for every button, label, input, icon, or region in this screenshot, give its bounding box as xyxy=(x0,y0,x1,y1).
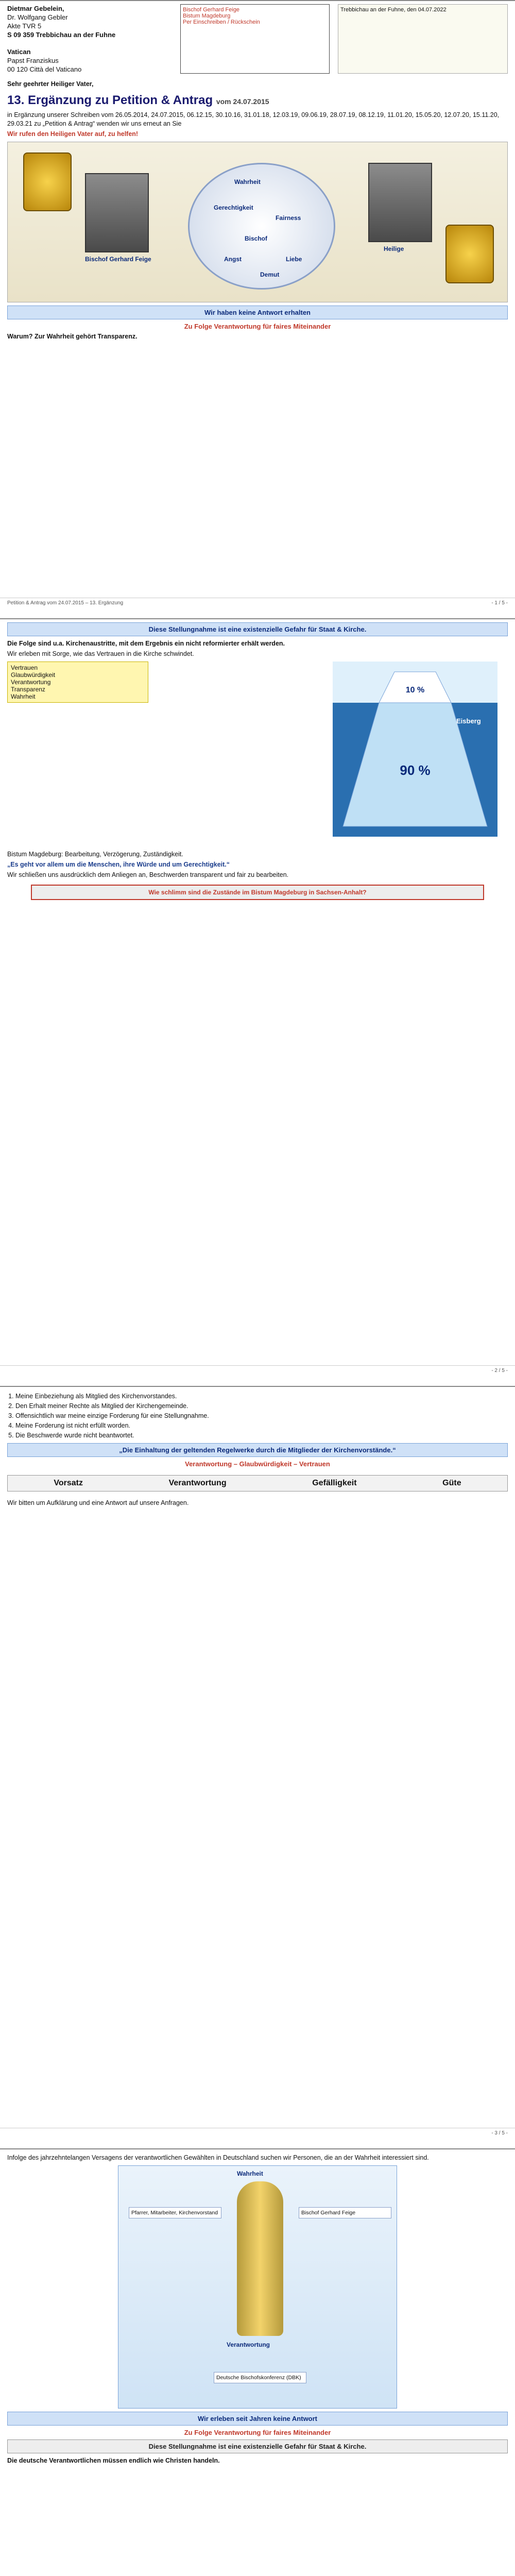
keyword: Vorsatz xyxy=(54,1479,83,1487)
call-out: Wir rufen den Heiligen Vater auf, zu helfen! xyxy=(7,130,139,138)
value-item: Vertrauen xyxy=(11,664,38,671)
value-list xyxy=(7,662,148,703)
halo-word: Bischof xyxy=(245,235,268,242)
grey-banner: Diese Stellungnahme ist eine existenzielle Gefahr für Staat & Kirche. xyxy=(7,2439,508,2453)
coat-of-arms-icon xyxy=(23,152,72,211)
page-footer xyxy=(0,2128,515,2138)
recipient-line: Vatican xyxy=(7,48,31,56)
paragraph: Die deutsche Verantwortlichen müssen endlich wie Christen handeln. xyxy=(7,2457,220,2464)
image-collage xyxy=(7,142,508,302)
sender-line: S 09 359 Trebbichau an der Fuhne xyxy=(7,31,116,39)
date-line: Trebbichau an der Fuhne, den 04.07.2022 xyxy=(340,7,447,13)
bottom-box: Deutsche Bischofskonferenz (DBK) xyxy=(214,2372,306,2383)
tower-diagram xyxy=(118,2165,397,2409)
page-footer xyxy=(0,598,515,608)
list-item: 1. Meine Einbeziehung als Mitglied des Kirchenvorstandes. xyxy=(15,1392,508,1401)
notice-line: Per Einschreiben / Rückschein xyxy=(183,19,260,25)
keyword: Gefälligkeit xyxy=(312,1479,357,1487)
sender-line: Dietmar Gebelein, xyxy=(7,5,64,12)
intro-paragraph: in Ergänzung unserer Schreiben vom 26.05.2014, 24.07.2015, 06.12.15, 30.10.16, 31.01.18, 12.03.19, 09.06.19, 28.07.19, 08.12.19, 11.01.20, 15.05.20, 12.07.20, 15.11.20, 29.03.21 zu „Petition & Antrag“ wenden wir uns erneut an Sie xyxy=(7,111,500,127)
red-banner: Zu Folge Verantwortung für faires Miteinander xyxy=(184,2429,331,2436)
halo-word: Wahrheit xyxy=(234,178,261,185)
keyword-banner xyxy=(7,1475,508,1492)
halo-word: Angst xyxy=(224,256,242,263)
subline: Warum? Zur Wahrheit gehört Transparenz. xyxy=(7,333,138,340)
halo-word: Gerechtigkeit xyxy=(214,204,253,211)
title-main: 13. Ergänzung zu Petition & Antrag xyxy=(7,93,213,107)
paragraph: Wir erleben mit Sorge, wie das Vertrauen in die Kirche schwindet. xyxy=(7,650,194,657)
highlight-box: „Die Einhaltung der geltenden Regelwerke durch die Mitglieder der Kirchenvorstände.“ xyxy=(7,1443,508,1457)
value-item: Wahrheit xyxy=(11,693,36,700)
sender-block xyxy=(7,4,172,74)
notice-box xyxy=(180,4,330,74)
page-footer xyxy=(0,1365,515,1376)
page-3 xyxy=(0,1386,515,2138)
page-2 xyxy=(0,618,515,1376)
value-item: Glaubwürdigkeit xyxy=(11,671,56,679)
recipient-line: Papst Franziskus xyxy=(7,57,59,64)
iceberg-bottom-label: 90 % xyxy=(400,762,431,778)
footer-page-number: - 2 / 5 - xyxy=(491,1368,508,1374)
footer-left: Petition & Antrag vom 24.07.2015 – 13. Ergänzung xyxy=(7,600,124,606)
recipient-line: 00 120 Città del Vaticano xyxy=(7,65,82,73)
paragraph: Wir bitten um Aufklärung und eine Antwort auf unsere Anfragen. xyxy=(7,1499,189,1506)
right-box: Bischof Gerhard Feige xyxy=(299,2207,391,2218)
coat-of-arms-icon xyxy=(445,225,494,283)
paragraph: Wir schließen uns ausdrücklich dem Anliegen an, Beschwerden transparent und fair zu bearbeiten. xyxy=(7,871,289,878)
blue-banner: Wir erleben seit Jahren keine Antwort xyxy=(7,2412,508,2426)
page-title xyxy=(0,90,515,111)
notice-line: Bischof Gerhard Feige xyxy=(183,7,240,13)
title-suffix: vom 24.07.2015 xyxy=(216,97,269,106)
left-box: Pfarrer, Mitarbeiter, Kirchenvorstand xyxy=(129,2207,221,2218)
paragraph: Die Folge sind u.a. Kirchenaustritte, mit dem Ergebnis ein nicht reformierter erhält werden. xyxy=(7,640,285,647)
portrait-image xyxy=(368,163,432,242)
blue-banner: Wir haben keine Antwort erhalten xyxy=(7,306,508,319)
portrait-caption: Bischof Gerhard Feige xyxy=(85,256,151,263)
value-item: Transparenz xyxy=(11,686,45,693)
date-box xyxy=(338,4,508,74)
iceberg-illustration xyxy=(333,662,497,837)
halo-word: Liebe xyxy=(286,256,302,263)
keyword: Verantwortung xyxy=(168,1479,227,1487)
sender-line: Akte TVR 5 xyxy=(7,22,42,30)
halo-word: Demut xyxy=(260,271,280,278)
iceberg-top-label: 10 % xyxy=(405,686,425,694)
tower-top-label: Wahrheit xyxy=(237,2170,263,2177)
red-banner: Verantwortung – Glaubwürdigkeit – Vertrauen xyxy=(185,1460,330,1468)
quote: „Es geht vor allem um die Menschen, ihre Würde und um Gerechtigkeit.“ xyxy=(7,861,230,868)
page-1 xyxy=(0,0,515,608)
keyword: Güte xyxy=(442,1479,461,1487)
red-banner: Zu Folge Verantwortung für faires Miteinander xyxy=(184,323,331,330)
list-item: 5. Die Beschwerde wurde nicht beantwortet. xyxy=(15,1431,508,1440)
list-item: 3. Offensichtlich war meine einzige Forderung für eine Stellungnahme. xyxy=(15,1412,508,1420)
warning-box: Wie schlimm sind die Zustände im Bistum Magdeburg in Sachsen-Anhalt? xyxy=(31,885,484,900)
notice-line: Bistum Magdeburg xyxy=(183,13,231,19)
paragraph: Bistum Magdeburg: Bearbeitung, Verzögerung, Zuständigkeit. xyxy=(7,851,183,858)
portrait-caption: Heilige xyxy=(384,245,404,252)
numbered-list xyxy=(0,1392,515,1440)
lamp-graphic xyxy=(237,2181,283,2336)
iceberg-label: Eisberg xyxy=(456,717,481,725)
list-item: 2. Den Erhalt meiner Rechte als Mitglied der Kirchengemeinde. xyxy=(15,1402,508,1411)
letter-header xyxy=(0,1,515,77)
halo-word: Fairness xyxy=(276,214,301,222)
sender-line: Dr. Wolfgang Gebler xyxy=(7,13,68,21)
value-item: Verantwortung xyxy=(11,679,51,686)
greeting: Sehr geehrter Heiliger Vater, xyxy=(7,80,94,88)
footer-page-number: - 1 / 5 - xyxy=(491,600,508,606)
list-item: 4. Meine Forderung ist nicht erfüllt worden. xyxy=(15,1421,508,1430)
portrait-image xyxy=(85,173,149,252)
tower-label: Verantwortung xyxy=(227,2341,270,2348)
footer-page-number: - 3 / 5 - xyxy=(491,2130,508,2136)
paragraph: Infolge des jahrzehntelangen Versagens der verantwortlichen Gewählten in Deutschland suchen wir Personen, die an der Wahrheit interessiert sind. xyxy=(7,2154,429,2161)
blue-banner: Diese Stellungnahme ist eine existenzielle Gefahr für Staat & Kirche. xyxy=(7,622,508,636)
page-4 xyxy=(0,2148,515,2576)
